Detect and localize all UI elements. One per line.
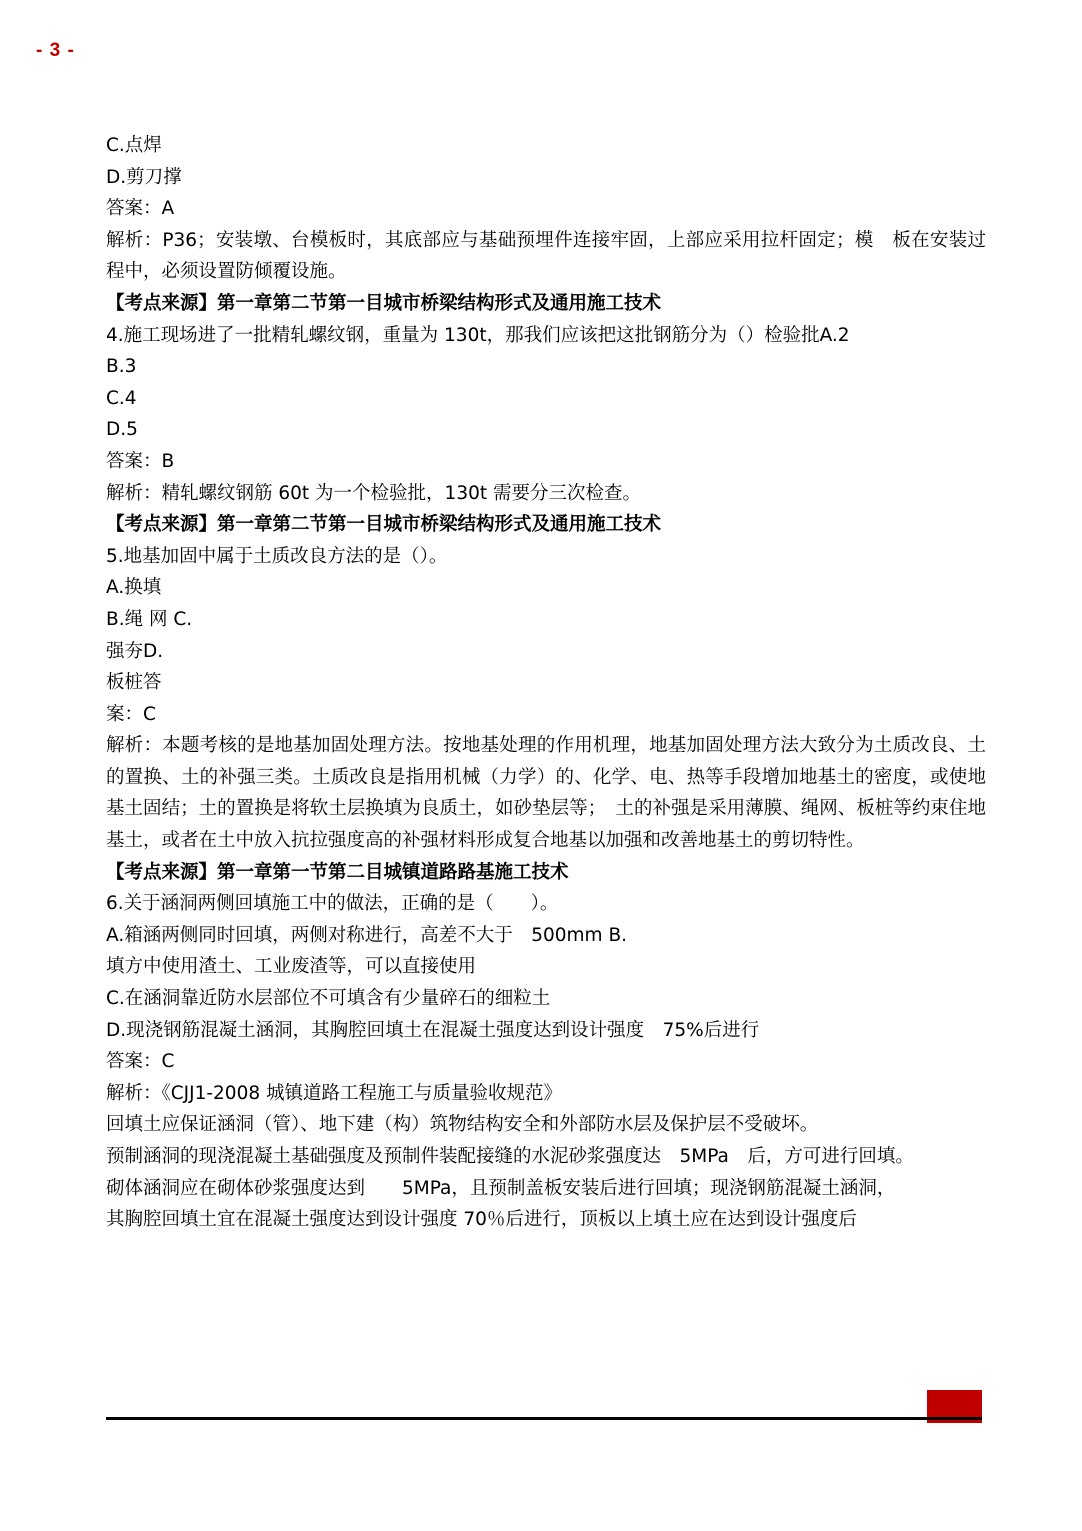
text-line: C.4 [106, 387, 137, 409]
text-line: 解析：《CJJ1-2008 城镇道路工程施工与质量验收规范》 [106, 1082, 562, 1104]
text-line: 答案：C [106, 1051, 175, 1073]
page-number: - 3 - [36, 40, 75, 61]
text-line: 答案：B [106, 450, 175, 472]
text-line: 6.关于涵洞两侧回填施工中的做法，正确的是（ ）。 [106, 893, 559, 915]
text-line-exam-source: 【考点来源】第一章第一节第二目城镇道路路基施工技术 [106, 861, 569, 883]
text-paragraph: 解析：本题考核的是地基加固处理方法。按地基处理的作用机理，地基加固处理方法大致分为土质改良、土的置换、土的补强三类。土质改良是指用机械（力学）的、化学、电、热等手段增加地基土的密度，或使地基土固结；土的置换是将软土层换填为良质土，如砂垫层等； 土的补强是采用薄膜、绳网、板桩等约束住地基土，或者在土中放入抗拉强度高的补强材料形成复合地基以加强和改善地基土的剪切特性。 [106, 735, 986, 852]
footer-divider [106, 1417, 982, 1420]
text-line: 砌体涵洞应在砌体砂浆强度达到 5MPa，且预制盖板安装后进行回填；现浇钢筋混凝土涵洞， [106, 1177, 896, 1199]
text-line: 预制涵洞的现浇混凝土基础强度及预制件装配接缝的水泥砂浆强度达 5MPa 后，方可进行回填。 [106, 1146, 914, 1167]
text-line: C.在涵洞靠近防水层部位不可填含有少量碎石的细粒土 [106, 988, 551, 1010]
text-line: 板桩答 [106, 672, 162, 694]
text-paragraph: 解析：P36；安装墩、台模板时，其底部应与基础预埋件连接牢固，上部应采用拉杆固定；模 板在安装过程中，必须设置防倾覆设施。 [106, 229, 986, 283]
document-body [106, 130, 986, 1236]
text-line: D.5 [106, 419, 138, 441]
text-line: C.点焊 [106, 135, 162, 156]
text-line: 回填土应保证涵洞（管）、地下建（构）筑物结构安全和外部防水层及保护层不受破坏。 [106, 1114, 819, 1136]
text-line: 解析：精轧螺纹钢筋 60t 为一个检验批，130t 需要分三次检查。 [106, 482, 642, 504]
text-line-exam-source: 【考点来源】第一章第二节第一目城市桥梁结构形式及通用施工技术 [106, 292, 662, 314]
text-line: A.箱涵两侧同时回填，两侧对称进行，高差不大于 500mm B. [106, 924, 628, 946]
text-line: 4.施工现场进了一批精轧螺纹钢，重量为 130t，那我们应该把这批钢筋分为（）检验批A.2 [106, 324, 850, 346]
text-line: B.绳 网 C. [106, 608, 193, 630]
text-line: D.现浇钢筋混凝土涵洞，其胸腔回填土在混凝土强度达到设计强度 75%后进行 [106, 1019, 760, 1041]
text-line: 5.地基加固中属于土质改良方法的是（）。 [106, 545, 448, 567]
text-line: 强夯D. [106, 640, 164, 662]
text-line: D.剪刀撑 [106, 166, 182, 188]
text-line: 填方中使用渣土、工业废渣等，可以直接使用 [106, 956, 477, 978]
text-line: B.3 [106, 356, 137, 378]
text-line: A.换填 [106, 577, 162, 599]
text-line: 案：C [106, 703, 156, 725]
text-line: 答案：A [106, 198, 175, 220]
text-line-exam-source: 【考点来源】第一章第二节第一目城市桥梁结构形式及通用施工技术 [106, 514, 662, 536]
text-line: 其胸腔回填土宜在混凝土强度达到设计强度 70％后进行，顶板以上填土应在达到设计强度后 [106, 1209, 857, 1231]
